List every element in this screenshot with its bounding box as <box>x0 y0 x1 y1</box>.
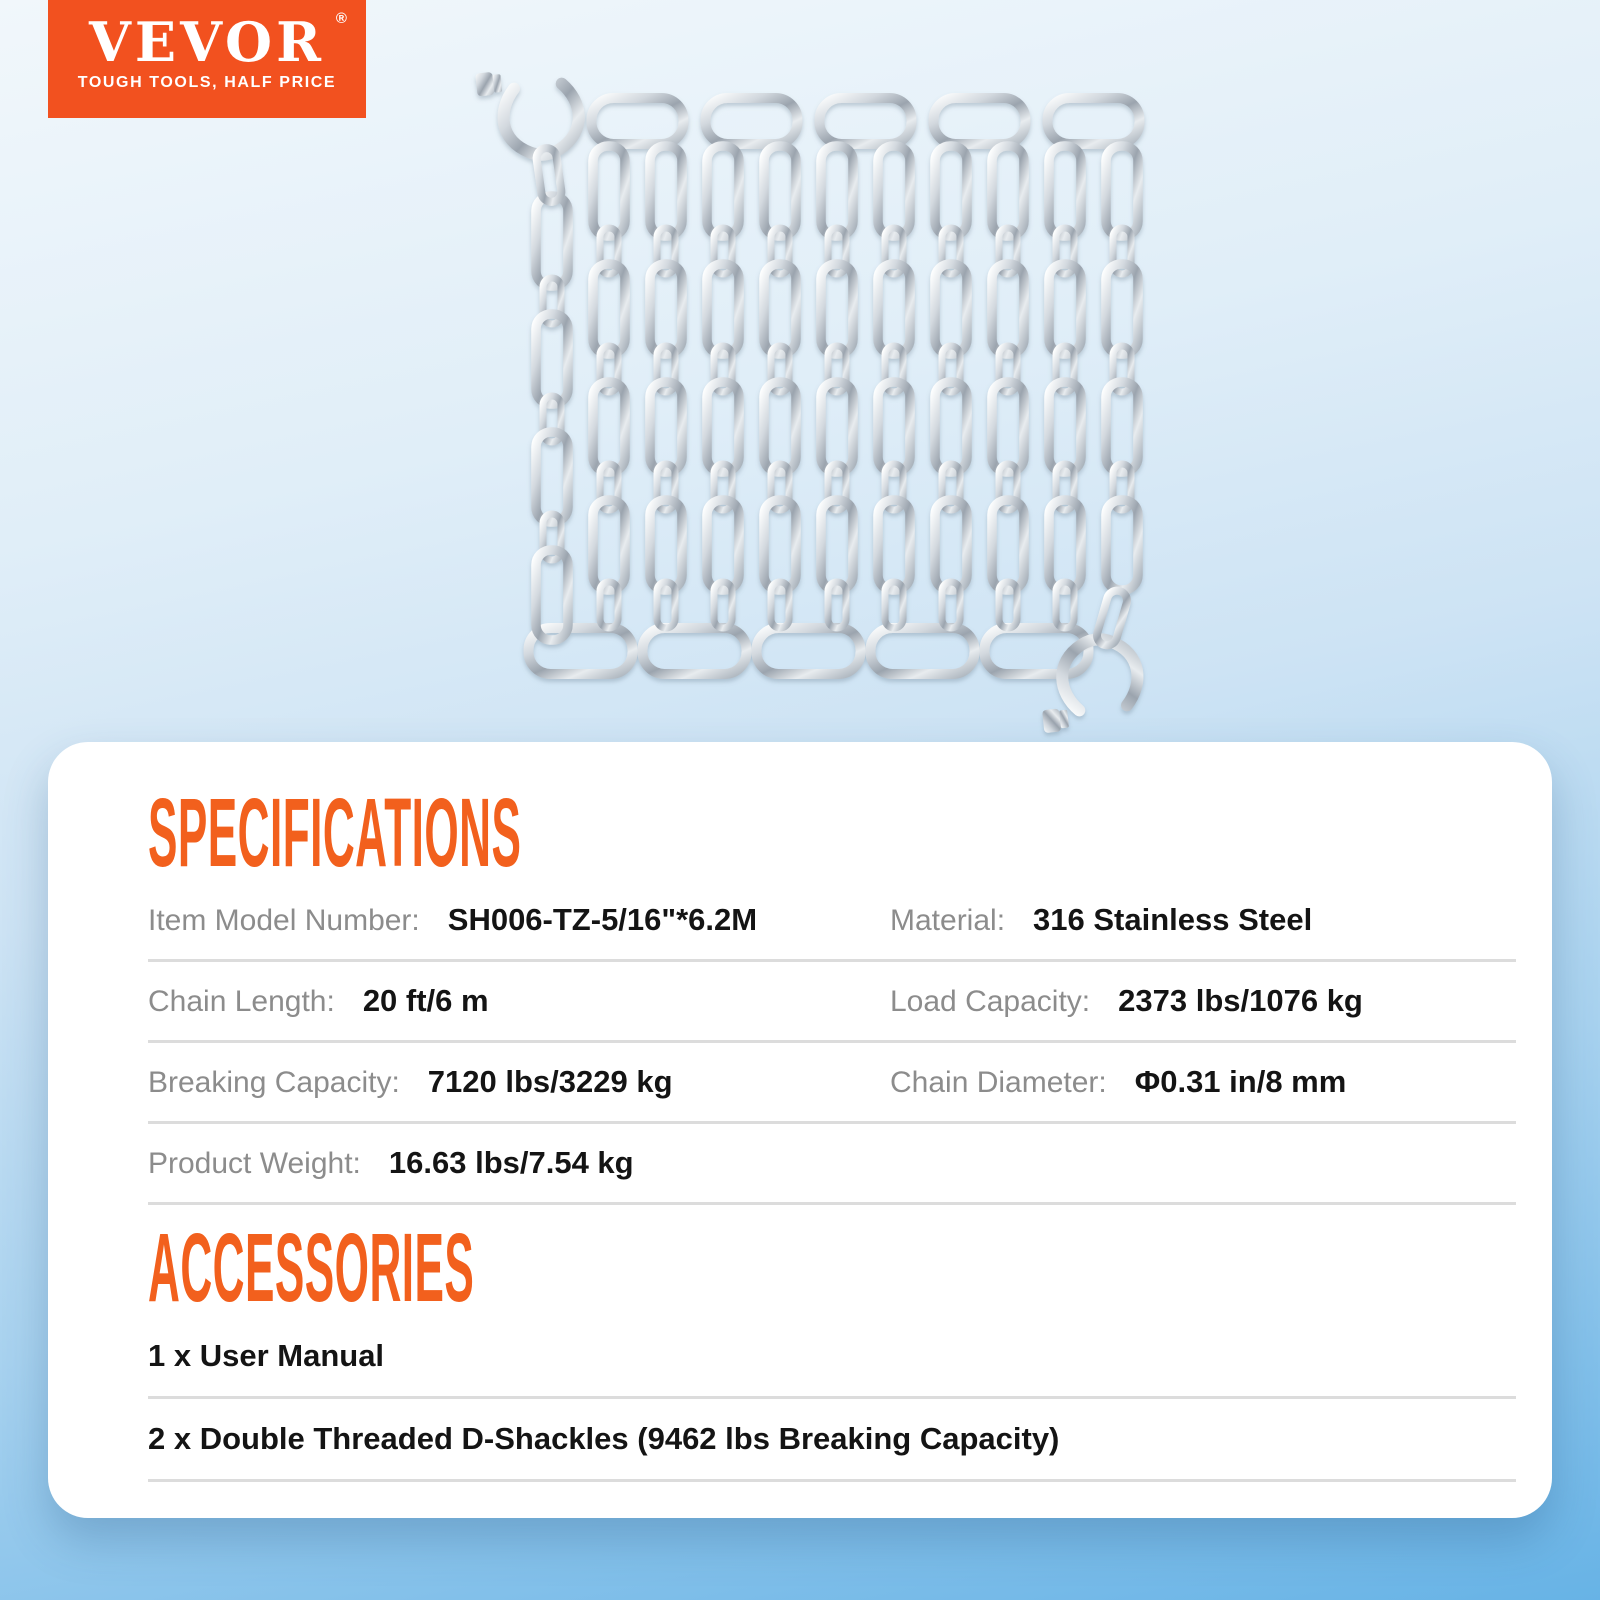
spec-label: Chain Diameter: <box>890 1066 1107 1099</box>
spec-cell <box>148 902 890 938</box>
specifications-table <box>148 881 1516 1205</box>
spec-value: 2373 lbs/1076 kg <box>1118 983 1363 1018</box>
product-photo-chain <box>460 28 1160 748</box>
accessories-heading: ACCESSORIES <box>148 1213 475 1322</box>
accessories-list <box>148 1316 1516 1482</box>
spec-label: Product Weight: <box>148 1147 361 1180</box>
specifications-heading: SPECIFICATIONS <box>148 778 522 887</box>
accessory-item <box>148 1399 1516 1482</box>
spec-label: Load Capacity: <box>890 985 1091 1018</box>
spec-cell <box>890 902 1516 938</box>
brand-logo-wordmark <box>89 10 347 74</box>
accessory-item <box>148 1316 1516 1399</box>
brand-tagline: TOUGH TOOLS, HALF PRICE <box>77 74 337 91</box>
registered-trademark-symbol: ® <box>335 10 347 27</box>
spec-row <box>148 1124 1516 1205</box>
accessory-text: 2 x Double Threaded D-Shackles (9462 lbs Breaking Capacity) <box>148 1421 1060 1456</box>
spec-row <box>148 962 1516 1043</box>
spec-value: SH006-TZ-5/16"*6.2M <box>447 902 758 937</box>
spec-row <box>148 1043 1516 1124</box>
spec-cell <box>890 1064 1516 1100</box>
spec-value: 316 Stainless Steel <box>1033 902 1313 937</box>
spec-value: 16.63 lbs/7.54 kg <box>388 1145 634 1180</box>
spec-cell <box>890 983 1516 1019</box>
spec-label: Breaking Capacity: <box>148 1066 400 1099</box>
spec-value: Φ0.31 in/8 mm <box>1134 1064 1347 1099</box>
spec-label: Chain Length: <box>148 985 335 1018</box>
spec-cell <box>148 983 890 1019</box>
accessory-text: 1 x User Manual <box>148 1338 385 1373</box>
spec-value: 7120 lbs/3229 kg <box>427 1064 673 1099</box>
spec-cell <box>148 1145 890 1181</box>
info-card <box>48 742 1552 1518</box>
brand-logo-text: VEVOR <box>89 10 325 74</box>
spec-value: 20 ft/6 m <box>362 983 489 1018</box>
spec-row <box>148 881 1516 962</box>
spec-cell <box>148 1064 890 1100</box>
spec-label: Material: <box>890 904 1006 937</box>
spec-label: Item Model Number: <box>148 904 420 937</box>
brand-logo-badge <box>48 0 366 118</box>
